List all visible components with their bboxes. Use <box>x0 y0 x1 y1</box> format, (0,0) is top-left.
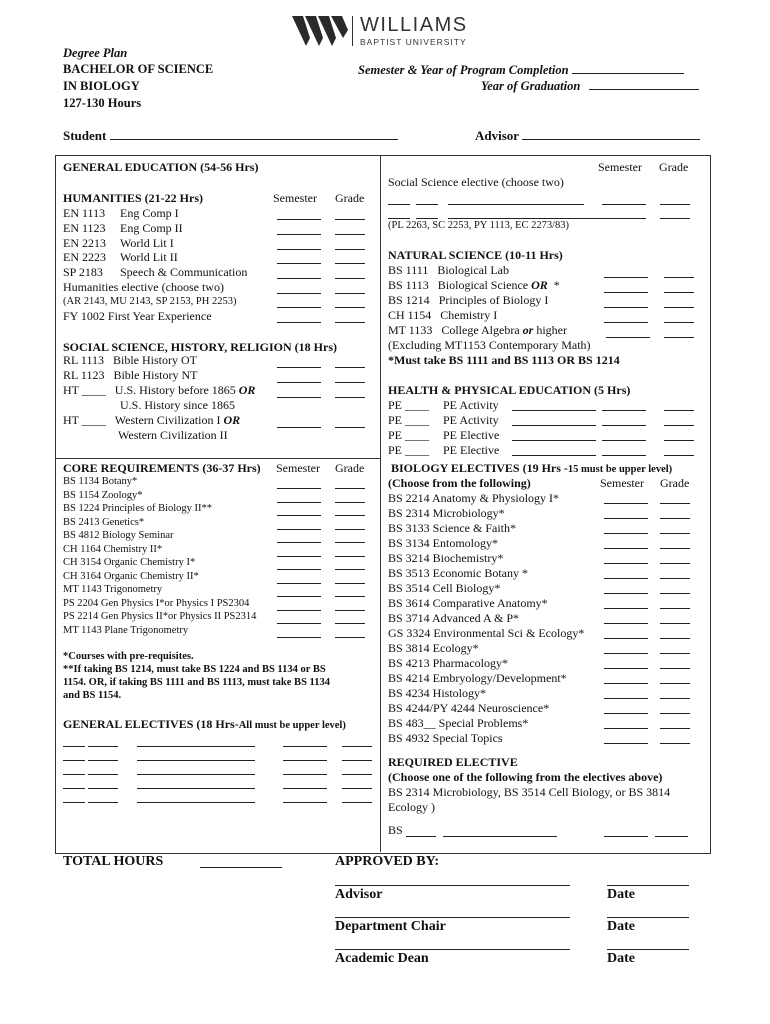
bio-grade-header: Grade <box>660 476 690 490</box>
semester-field[interactable] <box>604 507 648 519</box>
semester-field[interactable] <box>277 626 321 638</box>
grade-field[interactable] <box>335 267 365 279</box>
core-course: MT 1143 Trigonometry <box>63 584 163 595</box>
elective-number-field[interactable] <box>88 763 118 775</box>
required-elective-title: REQUIRED ELECTIVE <box>388 755 518 769</box>
social-elective-note: (PL 2263, SC 2253, PY 1113, EC 2273/83) <box>388 220 570 231</box>
pe-course-field[interactable] <box>512 399 596 411</box>
semester-field[interactable] <box>283 735 327 747</box>
grade-field[interactable] <box>660 522 690 534</box>
pe-course: PE ____ PE Activity <box>388 413 499 427</box>
semester-field[interactable] <box>277 531 321 543</box>
biology-electives-sub: (Choose from the following) <box>388 476 531 490</box>
semester-field[interactable] <box>277 267 321 279</box>
semester-field[interactable] <box>277 585 321 597</box>
semester-field[interactable] <box>277 612 321 624</box>
degree-title-line1: BACHELOR OF SCIENCE <box>63 62 214 76</box>
core-course: BS 2413 Genetics* <box>63 516 145 528</box>
semester-field[interactable] <box>602 429 646 441</box>
semester-field[interactable] <box>283 791 327 803</box>
course-ch1154: CH 1154 Chemistry I <box>388 308 498 322</box>
grade-field[interactable] <box>335 612 365 624</box>
course-ht-us-history: HT ____ U.S. History before 1865 OR <box>63 383 256 397</box>
semester-field[interactable] <box>283 763 327 775</box>
university-logo <box>292 14 482 48</box>
semester-field[interactable] <box>604 522 648 534</box>
advisor-signature-label: Advisor <box>335 887 383 902</box>
grade-field[interactable] <box>660 717 690 729</box>
semester-header-right: Semester <box>598 160 642 174</box>
grade-field[interactable] <box>660 492 690 504</box>
grade-field[interactable] <box>664 429 694 441</box>
grade-field[interactable] <box>660 597 690 609</box>
grade-field[interactable] <box>335 491 365 503</box>
social-elective-title: Social Science elective (choose two) <box>388 175 564 189</box>
grade-field[interactable] <box>335 238 365 250</box>
core-grade-header: Grade <box>335 461 365 475</box>
student-field[interactable] <box>110 129 398 140</box>
elective-number-field[interactable] <box>88 735 118 747</box>
semester-field[interactable] <box>277 252 321 264</box>
core-course: PS 2204 Gen Physics I*or Physics I PS2304 <box>63 597 250 609</box>
biology-elective-course: BS 3814 Ecology* <box>388 641 479 655</box>
semester-field[interactable] <box>277 208 321 220</box>
grade-field[interactable] <box>660 702 690 714</box>
grade-field[interactable] <box>660 672 690 684</box>
grade-field[interactable] <box>335 599 365 611</box>
grade-field[interactable] <box>335 558 365 570</box>
pe-course: PE ____ PE Elective <box>388 428 500 442</box>
humanities-course: EN 2223 World Lit II <box>63 250 178 265</box>
approved-by-label: APPROVED BY: <box>335 854 440 869</box>
advisor-date-label: Date <box>607 887 635 902</box>
core-course: BS 4812 Biology Seminar <box>63 530 174 541</box>
biology-elective-course: BS 4234 Histology* <box>388 686 487 700</box>
course-rl1123: RL 1123 Bible History NT <box>63 368 198 382</box>
grade-field[interactable] <box>335 518 365 530</box>
humanities-course: EN 1113 Eng Comp I <box>63 206 179 220</box>
logo-subtitle: BAPTIST UNIVERSITY <box>360 37 467 47</box>
semester-field[interactable] <box>604 612 648 624</box>
grade-field[interactable] <box>335 208 365 220</box>
biology-elective-course: BS 3513 Economic Botany * <box>388 566 528 580</box>
core-course: BS 1134 Botany* <box>63 476 138 487</box>
semester-field[interactable] <box>277 545 321 557</box>
grade-field[interactable] <box>335 504 365 516</box>
elective-number-field[interactable] <box>88 749 118 761</box>
semester-field[interactable] <box>277 518 321 530</box>
semester-field[interactable] <box>277 504 321 516</box>
grade-field[interactable] <box>660 567 690 579</box>
grade-field[interactable] <box>660 582 690 594</box>
grade-field[interactable] <box>664 399 694 411</box>
semester-field[interactable] <box>277 477 321 489</box>
completion-label: Semester & Year of Program Completion <box>358 63 684 78</box>
grade-field[interactable] <box>342 777 372 789</box>
elective-prefix-field[interactable] <box>63 777 85 789</box>
semester-field[interactable] <box>604 687 648 699</box>
core-note-2: **If taking BS 1214, must take BS 1224 and BS 1134 or BS <box>63 664 326 675</box>
semester-header: Semester <box>273 191 317 205</box>
semester-field[interactable] <box>604 702 648 714</box>
chair-signature-label: Department Chair <box>335 919 446 934</box>
elective-prefix-field[interactable] <box>63 763 85 775</box>
total-hours-label: TOTAL HOURS <box>63 854 164 869</box>
grade-field[interactable] <box>660 657 690 669</box>
natural-science-title: NATURAL SCIENCE (10-11 Hrs) <box>388 248 563 262</box>
humanities-course: EN 2213 World Lit I <box>63 235 174 250</box>
degree-hours: 127-130 Hours <box>63 96 142 110</box>
core-course: BS 1224 Principles of Biology II** <box>63 503 213 514</box>
logo-wordmark: WILLIAMS <box>360 14 468 36</box>
biology-elective-course: BS 4932 Special Topics <box>388 731 503 745</box>
semester-field[interactable] <box>604 492 648 504</box>
degree-title-line2: IN BIOLOGY <box>63 79 140 93</box>
biology-electives-title: BIOLOGY ELECTIVES (19 Hrs -15 must be upper level) <box>391 461 673 475</box>
elective-name-field[interactable] <box>137 777 255 789</box>
total-hours-field[interactable] <box>200 856 282 868</box>
natural-note-2: *Must take BS 1111 and BS 1113 OR BS 1214 <box>388 353 620 367</box>
elective-name-field[interactable] <box>137 791 255 803</box>
biology-elective-course: BS 3133 Science & Faith* <box>388 521 516 535</box>
semester-field[interactable] <box>604 672 648 684</box>
core-note-1: *Courses with pre-requisites. <box>63 651 194 662</box>
grade-field[interactable] <box>660 537 690 549</box>
biology-elective-course: BS 3714 Advanced A & P* <box>388 611 520 625</box>
chair-date-label: Date <box>607 919 635 934</box>
required-elective-text-2: Ecology ) <box>388 800 435 814</box>
core-note-3: 1154. OR, if taking BS 1111 and BS 1113, must take BS 1134 <box>63 677 330 688</box>
grade-field[interactable] <box>660 732 690 744</box>
grade-field[interactable] <box>335 626 365 638</box>
advisor-label: Advisor <box>475 128 700 144</box>
biology-elective-course: BS 2214 Anatomy & Physiology I* <box>388 491 560 505</box>
grade-field[interactable] <box>660 612 690 624</box>
social-science-title: SOCIAL SCIENCE, HISTORY, RELIGION (18 Hrs) <box>63 340 337 354</box>
semester-field[interactable] <box>277 558 321 570</box>
grade-header: Grade <box>335 191 365 205</box>
grade-field[interactable] <box>342 735 372 747</box>
biology-elective-course: BS 2314 Microbiology* <box>388 506 505 520</box>
semester-field[interactable] <box>604 567 648 579</box>
humanities-course: EN 1123 Eng Comp II <box>63 220 183 235</box>
semester-field[interactable] <box>277 238 321 250</box>
semester-field[interactable] <box>602 399 646 411</box>
core-title: CORE REQUIREMENTS (36-37 Hrs) <box>63 461 261 475</box>
pe-course-field[interactable] <box>512 429 596 441</box>
semester-field[interactable] <box>604 597 648 609</box>
humanities-title: HUMANITIES (21-22 Hrs) <box>63 191 203 205</box>
elective-prefix-field[interactable] <box>63 749 85 761</box>
grade-field[interactable] <box>660 687 690 699</box>
first-year-experience: FY 1002 First Year Experience <box>63 309 212 323</box>
pe-course-field[interactable] <box>512 444 596 456</box>
biology-elective-course: BS 3134 Entomology* <box>388 536 499 550</box>
core-semester-header: Semester <box>276 461 320 475</box>
grade-field[interactable] <box>335 477 365 489</box>
semester-field[interactable] <box>277 572 321 584</box>
course-rl1113: RL 1113 Bible History OT <box>63 353 197 367</box>
core-note-4: and BS 1154. <box>63 690 122 701</box>
humanities-elective-note: (AR 2143, MU 2143, SP 2153, PH 2253) <box>63 296 237 307</box>
core-course: PS 2214 Gen Physics II*or Physics II PS2314 <box>63 611 257 622</box>
semester-field[interactable] <box>604 582 648 594</box>
pe-course-field[interactable] <box>512 414 596 426</box>
core-course: BS 1154 Zoology* <box>63 489 143 501</box>
semester-field[interactable] <box>277 223 321 235</box>
general-electives-title: GENERAL ELECTIVES (18 Hrs-All must be upper level) <box>63 717 346 731</box>
gen-ed-title: GENERAL EDUCATION (54-56 Hrs) <box>63 160 259 174</box>
pe-course: PE ____ PE Activity <box>388 398 499 412</box>
grade-field[interactable] <box>342 763 372 775</box>
graduation-label: Year of Graduation <box>481 79 699 94</box>
semester-field[interactable] <box>604 627 648 639</box>
biology-elective-course: BS 483__ Special Problems* <box>388 716 529 730</box>
semester-field[interactable] <box>604 552 648 564</box>
dean-signature-label: Academic Dean <box>335 951 429 966</box>
student-label: Student <box>63 128 398 144</box>
grade-field[interactable] <box>660 552 690 564</box>
core-course: CH 3154 Organic Chemistry I* <box>63 557 196 568</box>
required-elective-bs: BS <box>388 823 403 837</box>
core-course: CH 1164 Chemistry II* <box>63 543 163 555</box>
elective-number-field[interactable] <box>88 777 118 789</box>
biology-elective-course: BS 4213 Pharmacology* <box>388 656 508 670</box>
required-elective-sub: (Choose one of the following from the electives above) <box>388 770 663 784</box>
course-bs1113: BS 1113 Biological Science OR * <box>388 278 560 292</box>
course-western-civ-2: Western Civilization II <box>118 428 228 442</box>
semester-field[interactable] <box>602 444 646 456</box>
grade-field[interactable] <box>664 444 694 456</box>
grade-field[interactable] <box>335 252 365 264</box>
grade-field[interactable] <box>342 791 372 803</box>
semester-field[interactable] <box>283 749 327 761</box>
biology-elective-course: BS 3514 Cell Biology* <box>388 581 501 595</box>
grade-field[interactable] <box>335 223 365 235</box>
biology-elective-course: BS 3214 Biochemistry* <box>388 551 504 565</box>
semester-field[interactable] <box>277 599 321 611</box>
biology-elective-course: GS 3324 Environmental Sci & Ecology* <box>388 626 585 640</box>
natural-note-1: (Excluding MT1153 Contemporary Math) <box>388 338 591 352</box>
semester-field[interactable] <box>283 777 327 789</box>
biology-elective-course: BS 4244/PY 4244 Neuroscience* <box>388 701 550 715</box>
grade-field[interactable] <box>660 642 690 654</box>
elective-prefix-field[interactable] <box>63 791 85 803</box>
elective-name-field[interactable] <box>137 763 255 775</box>
grade-field[interactable] <box>664 414 694 426</box>
grade-field[interactable] <box>335 545 365 557</box>
elective-name-field[interactable] <box>137 749 255 761</box>
core-course: CH 3164 Organic Chemistry II* <box>63 570 199 582</box>
biology-elective-course: BS 3614 Comparative Anatomy* <box>388 596 548 610</box>
grade-field[interactable] <box>342 749 372 761</box>
humanities-elective: Humanities elective (choose two) <box>63 280 224 294</box>
semester-field[interactable] <box>604 732 648 744</box>
health-pe-title: HEALTH & PHYSICAL EDUCATION (5 Hrs) <box>388 383 631 397</box>
advisor-field[interactable] <box>522 129 700 140</box>
course-us-history-since: U.S. History since 1865 <box>120 398 235 412</box>
semester-field[interactable] <box>602 414 646 426</box>
williams-logo-mark-icon <box>292 16 348 46</box>
course-bs1111: BS 1111 Biological Lab <box>388 263 509 277</box>
pe-course: PE ____ PE Elective <box>388 443 500 457</box>
degree-plan-label: Degree Plan <box>63 46 128 60</box>
dean-date-label: Date <box>607 951 635 966</box>
grade-field[interactable] <box>660 507 690 519</box>
grade-field[interactable] <box>660 627 690 639</box>
elective-number-field[interactable] <box>88 791 118 803</box>
course-bs1214: BS 1214 Principles of Biology I <box>388 293 549 307</box>
biology-elective-course: BS 4214 Embryology/Development* <box>388 671 567 685</box>
grade-field[interactable] <box>335 531 365 543</box>
elective-prefix-field[interactable] <box>63 735 85 747</box>
semester-field[interactable] <box>277 491 321 503</box>
core-course: MT 1143 Plane Trigonometry <box>63 624 189 636</box>
grade-field[interactable] <box>335 572 365 584</box>
grade-field[interactable] <box>335 585 365 597</box>
required-elective-text-1: BS 2314 Microbiology, BS 3514 Cell Biology, or BS 3814 <box>388 785 671 799</box>
grade-header-right: Grade <box>659 160 689 174</box>
elective-name-field[interactable] <box>137 735 255 747</box>
bio-semester-header: Semester <box>600 476 644 490</box>
humanities-course: SP 2183 Speech & Communication <box>63 265 248 280</box>
course-mt1133: MT 1133 College Algebra or higher <box>388 323 567 337</box>
semester-field[interactable] <box>604 537 648 549</box>
semester-field[interactable] <box>604 657 648 669</box>
semester-field[interactable] <box>604 642 648 654</box>
course-ht-western-civ: HT ____ Western Civilization I OR <box>63 413 241 427</box>
semester-field[interactable] <box>604 717 648 729</box>
